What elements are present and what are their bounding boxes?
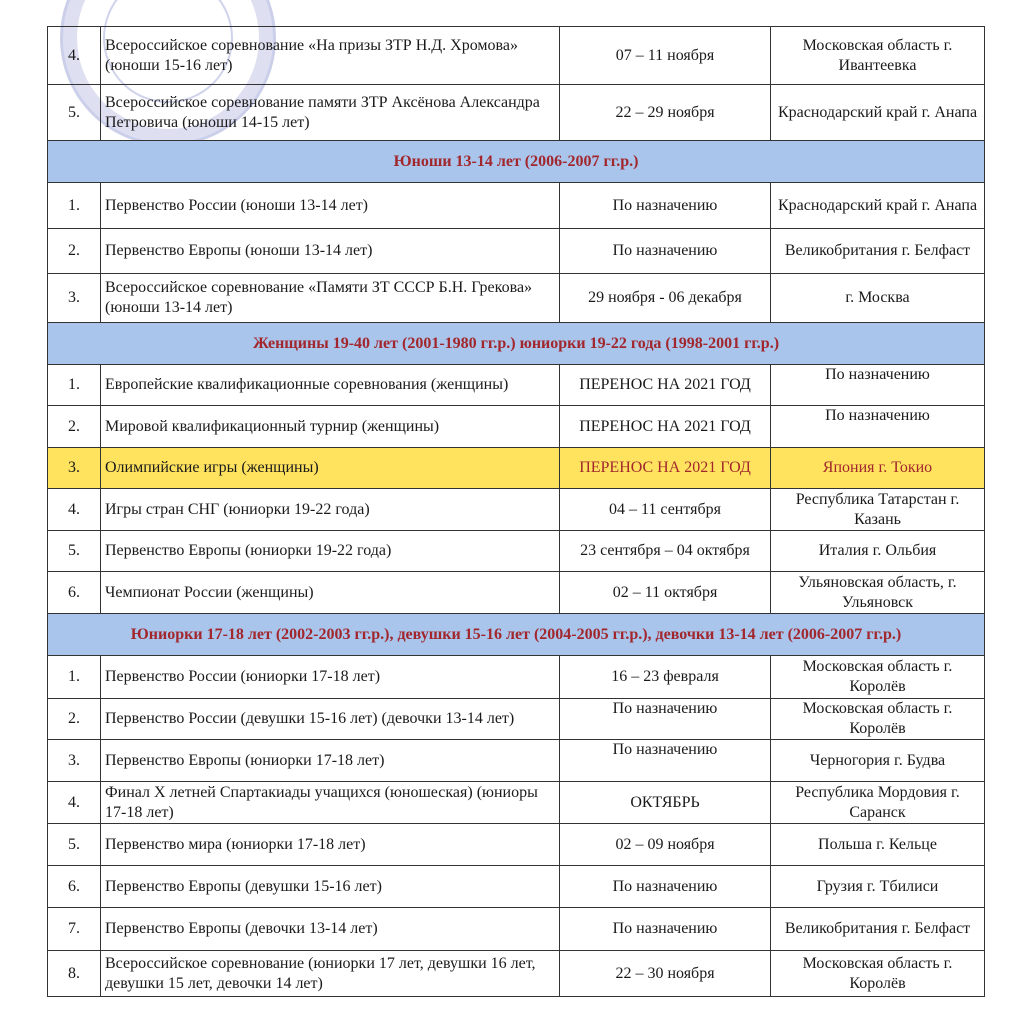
- event-name: Первенство Европы (юниорки 19-22 года): [101, 531, 560, 572]
- event-location: Московская область г. Королёв: [771, 951, 985, 997]
- section-title: Юноши 13-14 лет (2006-2007 гг.р.): [48, 141, 985, 183]
- event-number: 5.: [48, 824, 101, 866]
- event-name: Всероссийское соревнование (юниорки 17 лет, девушки 16 лет, девушки 15 лет, девочки 14 лет): [101, 951, 560, 997]
- event-location: Великобритания г. Белфаст: [771, 229, 985, 274]
- event-location: Краснодарский край г. Анапа: [771, 85, 985, 141]
- table-row: [48, 85, 985, 141]
- event-dates: 07 – 11 ноября: [560, 27, 771, 85]
- table-row: [48, 531, 985, 572]
- event-name: Первенство Европы (юноши 13-14 лет): [101, 229, 560, 274]
- event-name: Первенство России (юноши 13-14 лет): [101, 183, 560, 229]
- event-dates: 02 – 09 ноября: [560, 824, 771, 866]
- event-number: 3.: [48, 448, 101, 489]
- event-dates: 22 – 29 ноября: [560, 85, 771, 141]
- event-dates: 04 – 11 сентября: [560, 489, 771, 531]
- table-row: [48, 572, 985, 614]
- event-location: Италия г. Ольбия: [771, 531, 985, 572]
- event-location: Московская область г. Ивантеевка: [771, 27, 985, 85]
- section-header-row: [48, 141, 985, 183]
- event-dates: По назначению: [560, 908, 771, 951]
- event-dates: ОКТЯБРЬ: [560, 782, 771, 824]
- event-number: 4.: [48, 489, 101, 531]
- event-location: г. Москва: [771, 274, 985, 323]
- table-row: [48, 274, 985, 323]
- event-location: Великобритания г. Белфаст: [771, 908, 985, 951]
- event-location: Черногория г. Будва: [771, 740, 985, 782]
- table-row: [48, 699, 985, 740]
- event-number: 6.: [48, 866, 101, 908]
- event-number: 2.: [48, 406, 101, 448]
- event-dates: 22 – 30 ноября: [560, 951, 771, 997]
- event-name: Первенство мира (юниорки 17-18 лет): [101, 824, 560, 866]
- event-dates: По назначению: [560, 183, 771, 229]
- event-name: Финал X летней Спартакиады учащихся (юношеская) (юниоры 17-18 лет): [101, 782, 560, 824]
- event-location: Ульяновская область, г. Ульяновск: [771, 572, 985, 614]
- table-row: [48, 782, 985, 824]
- table-row: [48, 824, 985, 866]
- event-dates: По назначению: [560, 866, 771, 908]
- event-name: Всероссийское соревнование «На призы ЗТР Н.Д. Хромова» (юноши 15-16 лет): [101, 27, 560, 85]
- event-name: Первенство России (юниорки 17-18 лет): [101, 656, 560, 699]
- event-name: Всероссийское соревнование «Памяти ЗТ СССР Б.Н. Грекова» (юноши 13-14 лет): [101, 274, 560, 323]
- event-number: 8.: [48, 951, 101, 997]
- table-row: [48, 951, 985, 997]
- event-number: 2.: [48, 229, 101, 274]
- table-row: [48, 740, 985, 782]
- event-dates: ПЕРЕНОС НА 2021 ГОД: [560, 365, 771, 406]
- event-number: 2.: [48, 699, 101, 740]
- event-name: Чемпионат России (женщины): [101, 572, 560, 614]
- table-row: [48, 229, 985, 274]
- event-location: Польша г. Кельце: [771, 824, 985, 866]
- event-location: Московская область г. Королёв: [771, 699, 985, 740]
- section-title: Женщины 19-40 лет (2001-1980 гг.р.) юниорки 19-22 года (1998-2001 гг.р.): [48, 323, 985, 365]
- table-row: [48, 406, 985, 448]
- section-header-row: [48, 323, 985, 365]
- event-location: Республика Мордовия г. Саранск: [771, 782, 985, 824]
- table-row: [48, 908, 985, 951]
- event-name: Европейские квалификационные соревнования (женщины): [101, 365, 560, 406]
- event-number: 6.: [48, 572, 101, 614]
- table-row: [48, 866, 985, 908]
- event-number: 4.: [48, 782, 101, 824]
- section-title: Юниорки 17-18 лет (2002-2003 гг.р.), девушки 15-16 лет (2004-2005 гг.р.), девочки 13-14 лет (2006-2007 гг.р.): [48, 614, 985, 656]
- event-number: 1.: [48, 656, 101, 699]
- table-row: [48, 656, 985, 699]
- event-number: 5.: [48, 85, 101, 141]
- event-number: 7.: [48, 908, 101, 951]
- event-location: По назначению: [771, 406, 985, 448]
- event-name: Олимпийские игры (женщины): [101, 448, 560, 489]
- table-row: [48, 365, 985, 406]
- event-dates: 29 ноября - 06 декабря: [560, 274, 771, 323]
- event-name: Первенство Европы (юниорки 17-18 лет): [101, 740, 560, 782]
- event-name: Первенство Европы (девочки 13-14 лет): [101, 908, 560, 951]
- event-name: Первенство Европы (девушки 15-16 лет): [101, 866, 560, 908]
- event-dates: 16 – 23 февраля: [560, 656, 771, 699]
- event-name: Всероссийское соревнование памяти ЗТР Аксёнова Александра Петровича (юноши 14-15 лет): [101, 85, 560, 141]
- event-number: 1.: [48, 183, 101, 229]
- event-dates: По назначению: [560, 229, 771, 274]
- event-dates: ПЕРЕНОС НА 2021 ГОД: [560, 406, 771, 448]
- competition-schedule-table: [47, 26, 985, 997]
- event-location: Грузия г. Тбилиси: [771, 866, 985, 908]
- section-header-row: [48, 614, 985, 656]
- event-location: Республика Татарстан г. Казань: [771, 489, 985, 531]
- event-number: 5.: [48, 531, 101, 572]
- event-dates: ПЕРЕНОС НА 2021 ГОД: [560, 448, 771, 489]
- table-row: [48, 448, 985, 489]
- event-number: 3.: [48, 740, 101, 782]
- event-dates: По назначению: [560, 740, 771, 782]
- event-name: Игры стран СНГ (юниорки 19-22 года): [101, 489, 560, 531]
- event-location: По назначению: [771, 365, 985, 406]
- event-dates: 02 – 11 октября: [560, 572, 771, 614]
- event-location: Краснодарский край г. Анапа: [771, 183, 985, 229]
- event-dates: 23 сентября – 04 октября: [560, 531, 771, 572]
- event-dates: По назначению: [560, 699, 771, 740]
- table-row: [48, 183, 985, 229]
- table-row: [48, 27, 985, 85]
- event-location: Япония г. Токио: [771, 448, 985, 489]
- event-number: 4.: [48, 27, 101, 85]
- event-name: Первенство России (девушки 15-16 лет) (девочки 13-14 лет): [101, 699, 560, 740]
- schedule-table-body: [48, 27, 985, 997]
- table-row: [48, 489, 985, 531]
- event-name: Мировой квалификационный турнир (женщины): [101, 406, 560, 448]
- event-location: Московская область г. Королёв: [771, 656, 985, 699]
- event-number: 3.: [48, 274, 101, 323]
- event-number: 1.: [48, 365, 101, 406]
